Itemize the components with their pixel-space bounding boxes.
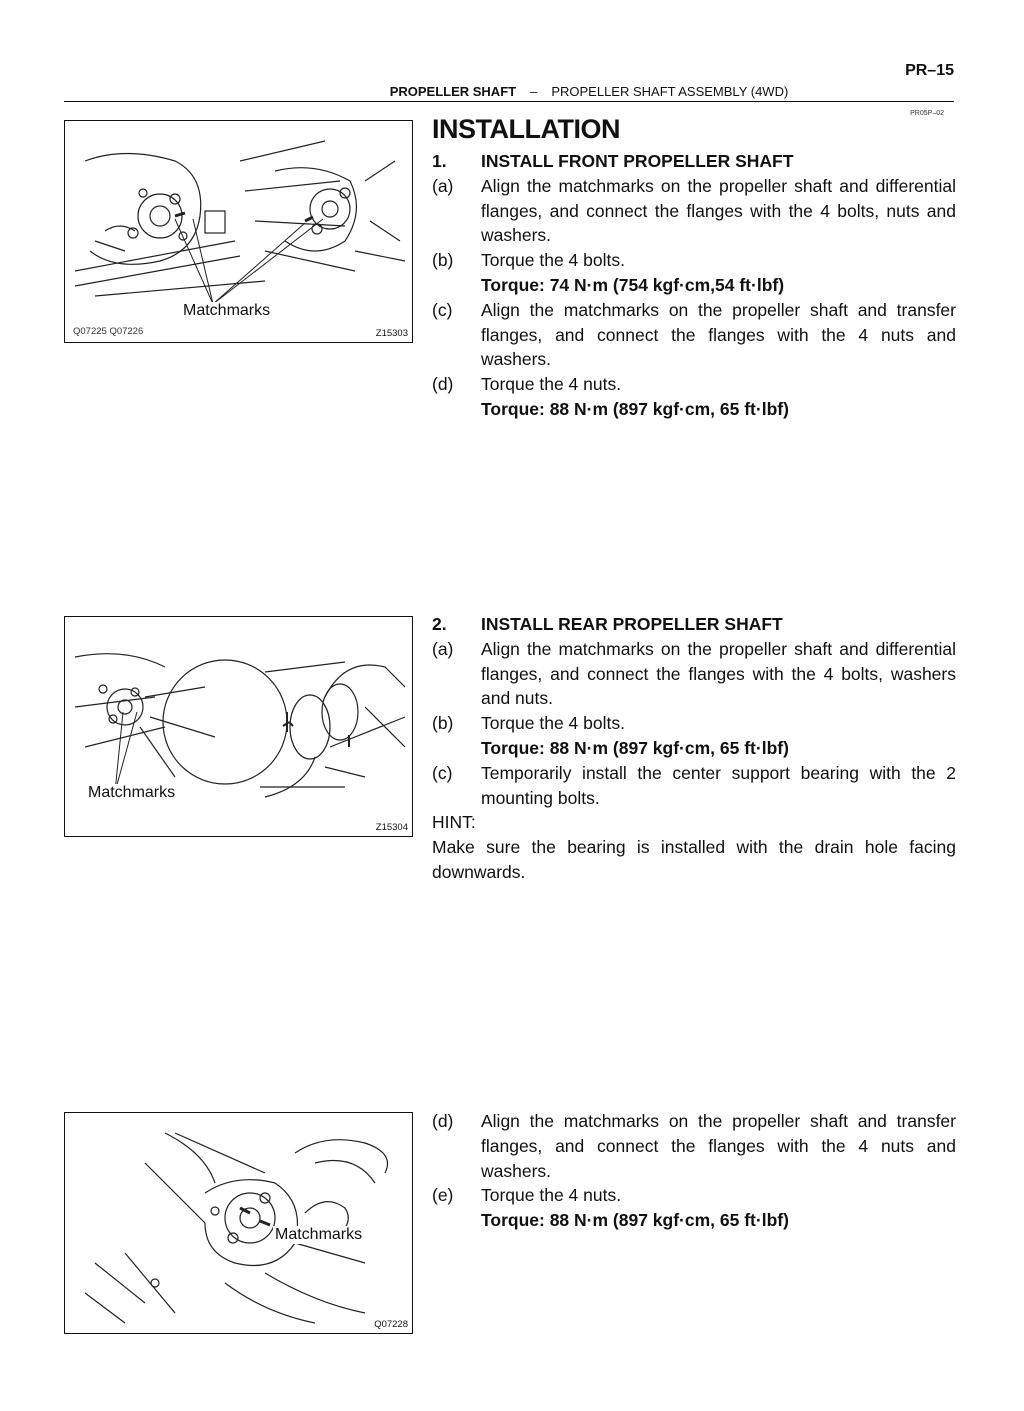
- document-code: PR05P–02: [910, 110, 944, 117]
- header-separator: –: [530, 84, 538, 99]
- step2-b: (b) Torque the 4 bolts.: [432, 713, 625, 734]
- step3-d: (d) Align the matchmarks on the propeller shaft and transfer flanges, and connect the flanges with the 4 nuts and washers.: [432, 1111, 956, 1181]
- rear-shaft-illustration: [65, 617, 411, 835]
- step3-e: (e) Torque the 4 nuts.: [432, 1185, 622, 1206]
- figure-rear-shaft: [64, 616, 413, 837]
- step1-heading: 1. INSTALL FRONT PROPELLER SHAFT: [432, 151, 794, 171]
- step1-d-torque: Torque: 88 N·m (897 kgf·cm, 65 ft·lbf): [481, 398, 789, 419]
- figure-code: Z15303: [375, 328, 408, 339]
- header-section: PROPELLER SHAFT: [389, 84, 517, 99]
- figure-front-shaft: [64, 120, 413, 343]
- figure-code: Q07228: [374, 1319, 408, 1330]
- step1-c: (c) Align the matchmarks on the propeller shaft and transfer flanges, and connect the flanges with the 4 nuts and washers.: [432, 299, 956, 370]
- hint-text: Make sure the bearing is installed with the drain hole facing downwards.: [432, 837, 956, 882]
- step1-b-torque: Torque: 74 N·m (754 kgf·cm,54 ft·lbf): [481, 274, 785, 295]
- step3-e-torque: Torque: 88 N·m (897 kgf·cm, 65 ft·lbf): [481, 1210, 789, 1231]
- matchmarks-label: Matchmarks: [88, 784, 176, 801]
- figure-subcodes: Q07225 Q07226: [73, 326, 144, 337]
- step2-b-torque: Torque: 88 N·m (897 kgf·cm, 65 ft·lbf): [481, 737, 789, 758]
- step2-block: [432, 612, 956, 885]
- hint-label: HINT:: [432, 812, 476, 833]
- matchmarks-label: Matchmarks: [275, 1226, 363, 1243]
- step1-a: (a) Align the matchmarks on the propeller shaft and differential flanges, and connect the flanges with the 4 bolts, nuts and washers.: [432, 175, 956, 246]
- page-number: PR–15: [905, 62, 954, 79]
- header-subsection: PROPELLER SHAFT ASSEMBLY (4WD): [551, 84, 789, 99]
- step2-c: (c) Temporarily install the center support bearing with the 2 mounting bolts.: [432, 762, 956, 808]
- figure-code: Z15304: [375, 822, 408, 833]
- step2-a: (a) Align the matchmarks on the propeller shaft and differential flanges, and connect the flanges with the 4 bolts, washers and nuts.: [432, 638, 956, 709]
- step1-block: [432, 149, 956, 422]
- figure-transfer-flange: [64, 1112, 413, 1334]
- step2-heading: 2. INSTALL REAR PROPELLER SHAFT: [432, 614, 783, 634]
- step1-b: (b) Torque the 4 bolts.: [432, 250, 625, 271]
- step3-block: [432, 1109, 956, 1233]
- transfer-flange-illustration: [65, 1113, 411, 1332]
- matchmarks-label: Matchmarks: [183, 302, 271, 319]
- step1-d: (d) Torque the 4 nuts.: [432, 374, 622, 395]
- running-header: [64, 84, 954, 102]
- section-title: INSTALLATION: [432, 114, 620, 144]
